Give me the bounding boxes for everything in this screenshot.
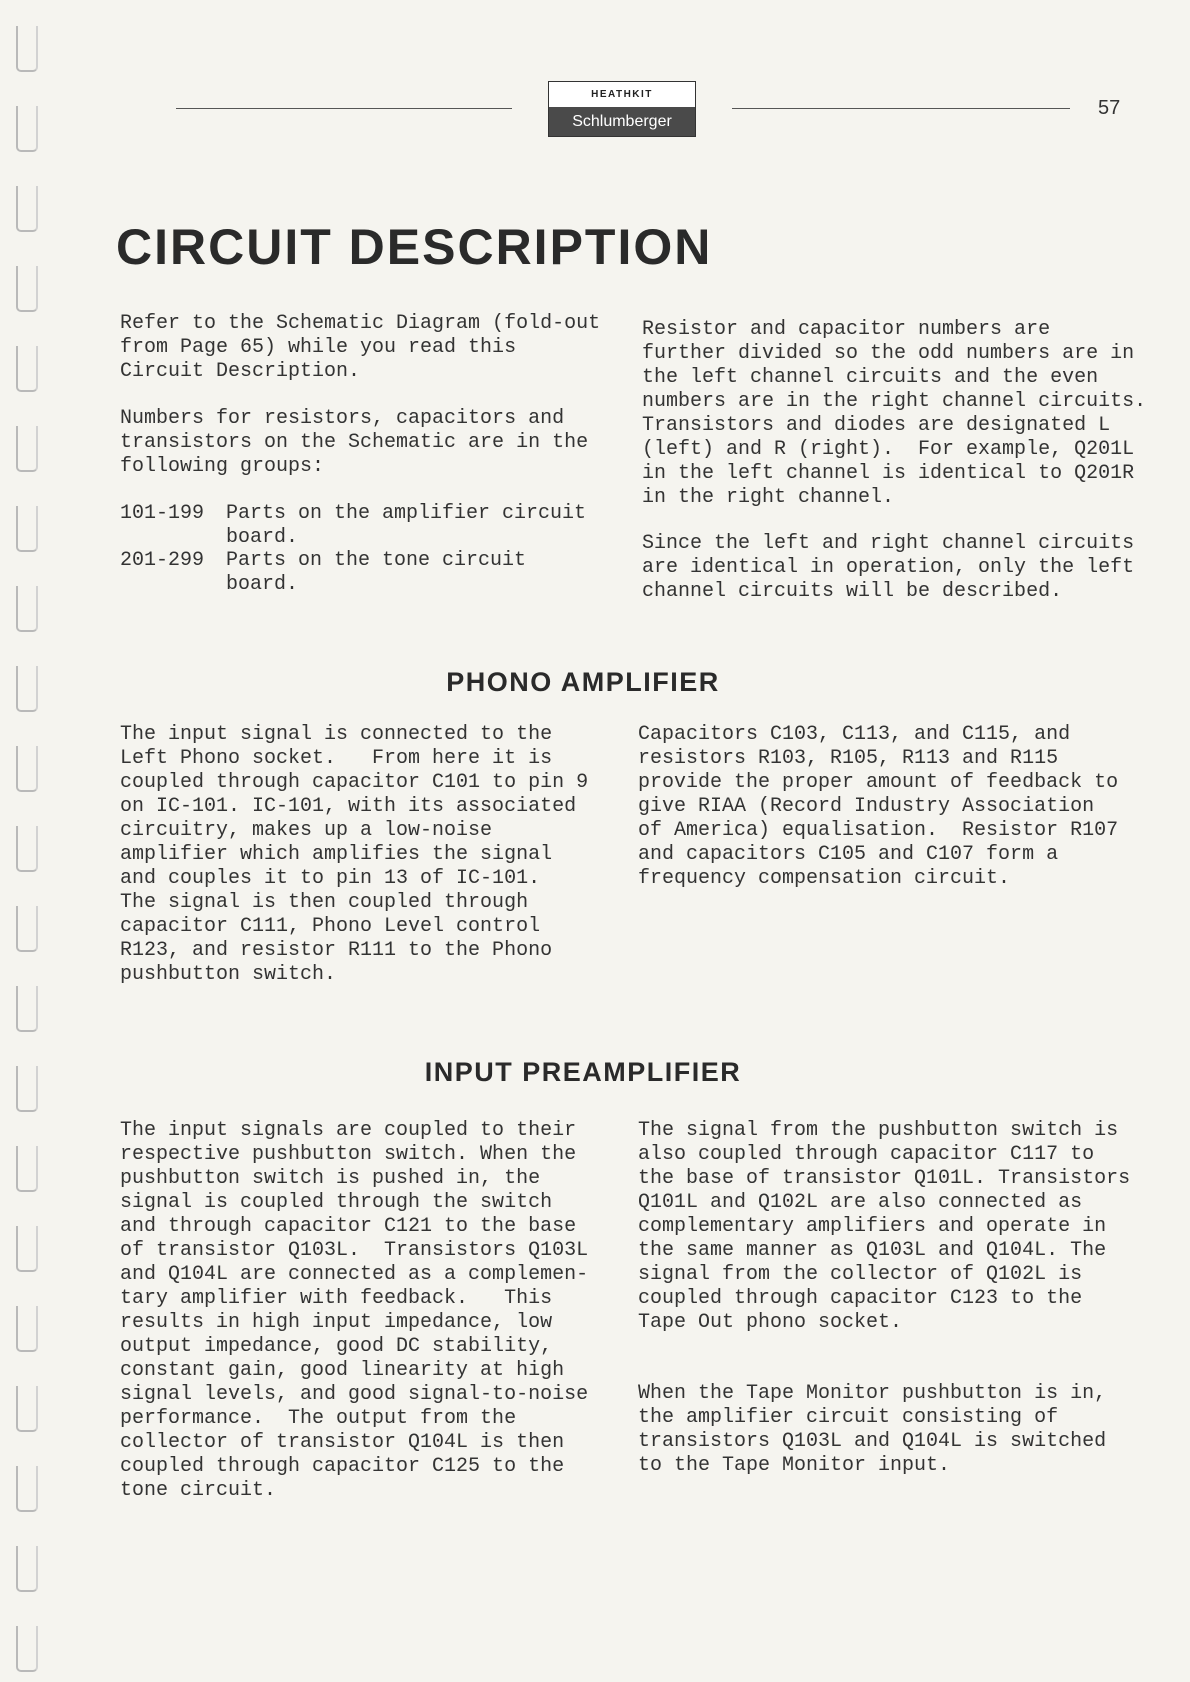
section-heading-phono-amplifier: PHONO AMPLIFIER [446, 667, 720, 697]
binder-ring [16, 346, 38, 392]
preamp-right-paragraph: The signal from the pushbutton switch is also coupled through capacitor C117 to the base of transistor Q101L. Transistors Q101L and Q102L are also connected as complementary amplifiers and operate in the same manner as Q103L and Q104L. The signal from the collector of Q102L is coupled through capacitor C123 to the Tape Out phono socket. [638, 1119, 1131, 1334]
binder-ring [16, 266, 38, 312]
binder-ring [16, 506, 38, 552]
tape-monitor-paragraph: When the Tape Monitor pushbutton is in, the amplifier circuit consisting of transistors Q103L and Q104L is switched to the Tape Monitor input. [638, 1382, 1107, 1477]
channel-identity-paragraph: Since the left and right channel circuits are identical in operation, only the left channel circuits will be described. [642, 532, 1135, 603]
phono-left-paragraph: The input signal is connected to the Left Phono socket. From here it is coupled through capacitor C101 to pin 9 on IC-101. IC-101, with its associated circuitry, makes up a low-noise amplifier which amplifies the signal and couples it to pin 13 of IC-101. The signal is then coupled through capacitor C111, Phono Level control R123, and resistor R111 to the Phono pushbutton switch. [120, 723, 589, 986]
binder-ring [16, 586, 38, 632]
binder-ring [16, 426, 38, 472]
binder-holes [0, 0, 56, 1682]
logo-schlumberger-text: Schlumberger [549, 107, 695, 136]
binder-ring [16, 826, 38, 872]
phono-right-paragraph: Capacitors C103, C113, and C115, and resistors R103, R105, R113 and R115 provide the proper amount of feedback to give RIAA (Record Industry Association of America) equalisation. Resistor R107 and capacitors C105 and C107 form a frequency compensation circuit. [638, 723, 1119, 890]
binder-ring [16, 1466, 38, 1512]
binder-ring [16, 986, 38, 1032]
binder-ring [16, 746, 38, 792]
binder-ring [16, 666, 38, 712]
binder-ring [16, 106, 38, 152]
section-heading-input-preamplifier: INPUT PREAMPLIFIER [424, 1057, 742, 1087]
channel-numbering-paragraph: Resistor and capacitor numbers are further divided so the odd numbers are in the left channel circuits and the even numbers are in the right channel circuits. Transistors and diodes are designated L (left) and R (right). For example, Q201L in the left channel is identical to Q201R in the right channel. [642, 318, 1147, 509]
page-number: 57 [1098, 97, 1121, 119]
logo-heathkit-text: HEATHKIT [591, 89, 653, 100]
binder-ring [16, 1146, 38, 1192]
binder-ring [16, 1066, 38, 1112]
group-range: 101-199 [120, 502, 205, 525]
heathkit-logo [548, 81, 696, 137]
binder-ring [16, 1306, 38, 1352]
binder-ring [16, 186, 38, 232]
binder-ring [16, 1546, 38, 1592]
group-range: 201-299 [120, 549, 205, 572]
header-rule-left [176, 108, 512, 109]
intro-paragraph: Refer to the Schematic Diagram (fold-out from Page 65) while you read this Circuit Description. [120, 312, 601, 383]
group-description: Parts on the tone circuit board. [226, 549, 527, 596]
group-description: Parts on the amplifier circuit board. [226, 502, 587, 549]
binder-ring [16, 1226, 38, 1272]
header-rule-right [732, 108, 1070, 109]
page-title: CIRCUIT DESCRIPTION [116, 219, 713, 275]
binder-ring [16, 26, 38, 72]
numbering-paragraph: Numbers for resistors, capacitors and transistors on the Schematic are in the following groups: [120, 407, 589, 478]
binder-ring [16, 906, 38, 952]
binder-ring [16, 1386, 38, 1432]
binder-ring [16, 1626, 38, 1672]
preamp-left-paragraph: The input signals are coupled to their respective pushbutton switch. When the pushbutton switch is pushed in, the signal is coupled through the switch and through capacitor C121 to the base of transistor Q103L. Transistors Q103L and Q104L are connected as a complemen- tary amplifier with feedback. This results in high input impedance, low output impedance, good DC stability, constant gain, good linearity at high signal levels, and good signal-to-noise performance. The output from the collector of transistor Q104L is then coupled through capacitor C125 to the tone circuit. [120, 1119, 589, 1502]
